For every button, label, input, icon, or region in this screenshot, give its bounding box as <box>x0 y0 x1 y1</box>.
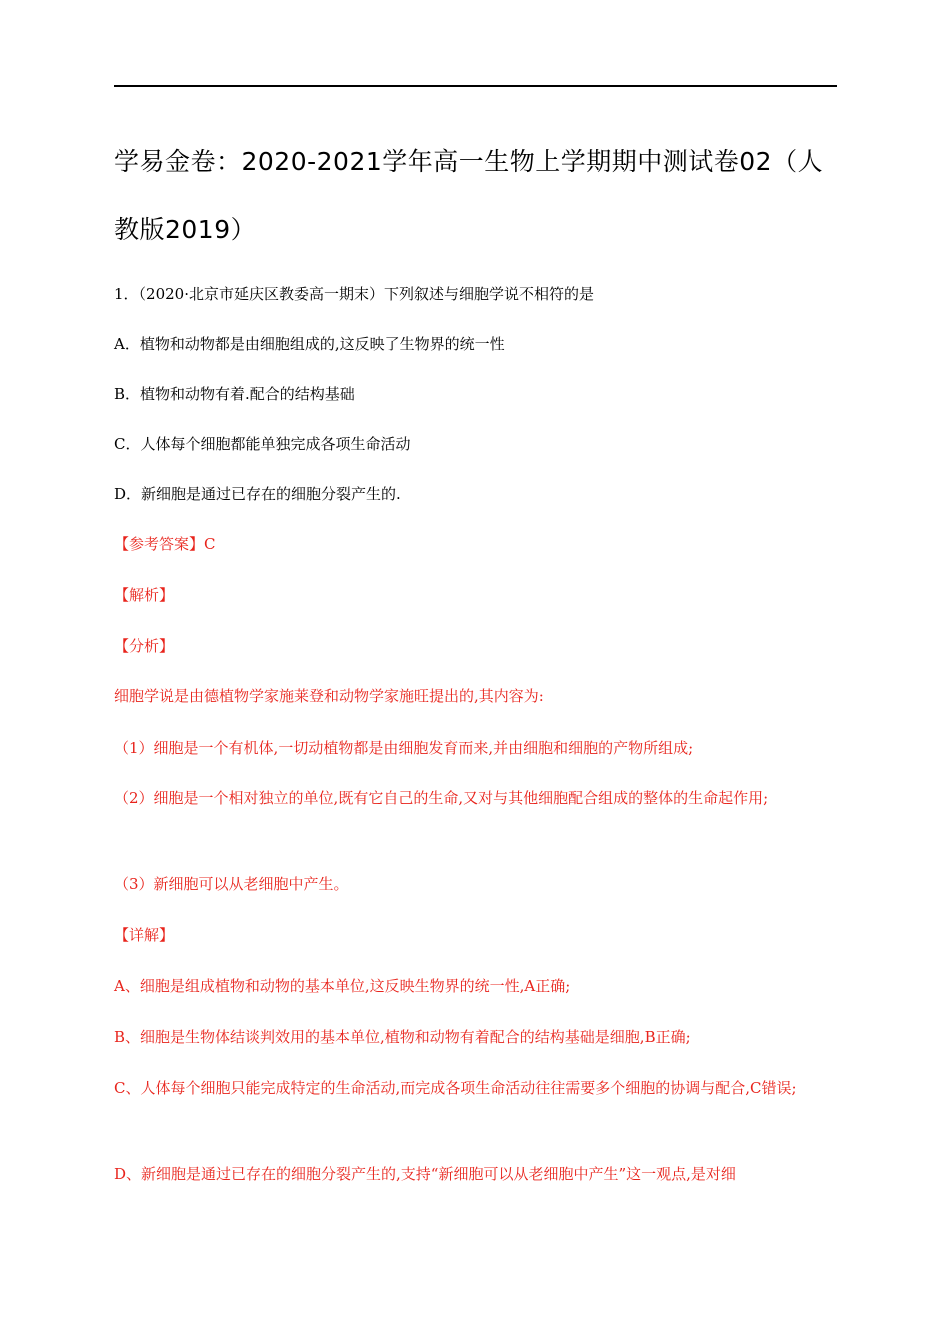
analysis-label: 【解析】 <box>114 586 175 604</box>
xiangjie-item-b: B、细胞是生物体结谈判效用的基本单位,植物和动物有着配合的结构基础是细胞,B正确; <box>114 1028 691 1046</box>
fenxi-point-3: （3）新细胞可以从老细胞中产生。 <box>114 875 349 893</box>
document-title: 学易金卷：2020-2021学年高一生物上学期期中测试卷02（人教版2019） <box>114 147 824 244</box>
fenxi-point-1: （1）细胞是一个有机体,一切动植物都是由细胞发育而来,并由细胞和细胞的产物所组成; <box>114 739 694 757</box>
option-b: B．植物和动物有着.配合的结构基础 <box>114 385 355 403</box>
header-rule <box>114 85 837 87</box>
fenxi-label: 【分析】 <box>114 637 175 655</box>
question-stem: 1．（2020·北京市延庆区教委高一期末）下列叙述与细胞学说不相符的是 <box>114 285 594 303</box>
option-a: A．植物和动物都是由细胞组成的,这反映了生物界的统一性 <box>114 335 505 353</box>
answer-label: 【参考答案】 <box>114 535 205 553</box>
option-c: C．人体每个细胞都能单独完成各项生命活动 <box>114 435 411 453</box>
fenxi-intro: 细胞学说是由德植物学家施莱登和动物学家施旺提出的,其内容为: <box>114 687 544 705</box>
answer-value: C <box>204 535 216 553</box>
fenxi-point-2: （2）细胞是一个相对独立的单位,既有它自己的生命,又对与其他细胞配合组成的整体的生命起作用; <box>114 789 769 807</box>
xiangjie-label: 【详解】 <box>114 926 175 944</box>
xiangjie-item-d: D、新细胞是通过已存在的细胞分裂产生的,支持“新细胞可以从老细胞中产生”这一观点,是对细 <box>114 1165 736 1183</box>
xiangjie-item-c: C、人体每个细胞只能完成特定的生命活动,而完成各项生命活动往往需要多个细胞的协调与配合,C错误; <box>114 1079 797 1097</box>
xiangjie-item-a: A、细胞是组成植物和动物的基本单位,这反映生物界的统一性,A正确; <box>114 977 571 995</box>
option-d: D．新细胞是通过已存在的细胞分裂产生的. <box>114 485 401 503</box>
answer-line <box>114 527 840 562</box>
